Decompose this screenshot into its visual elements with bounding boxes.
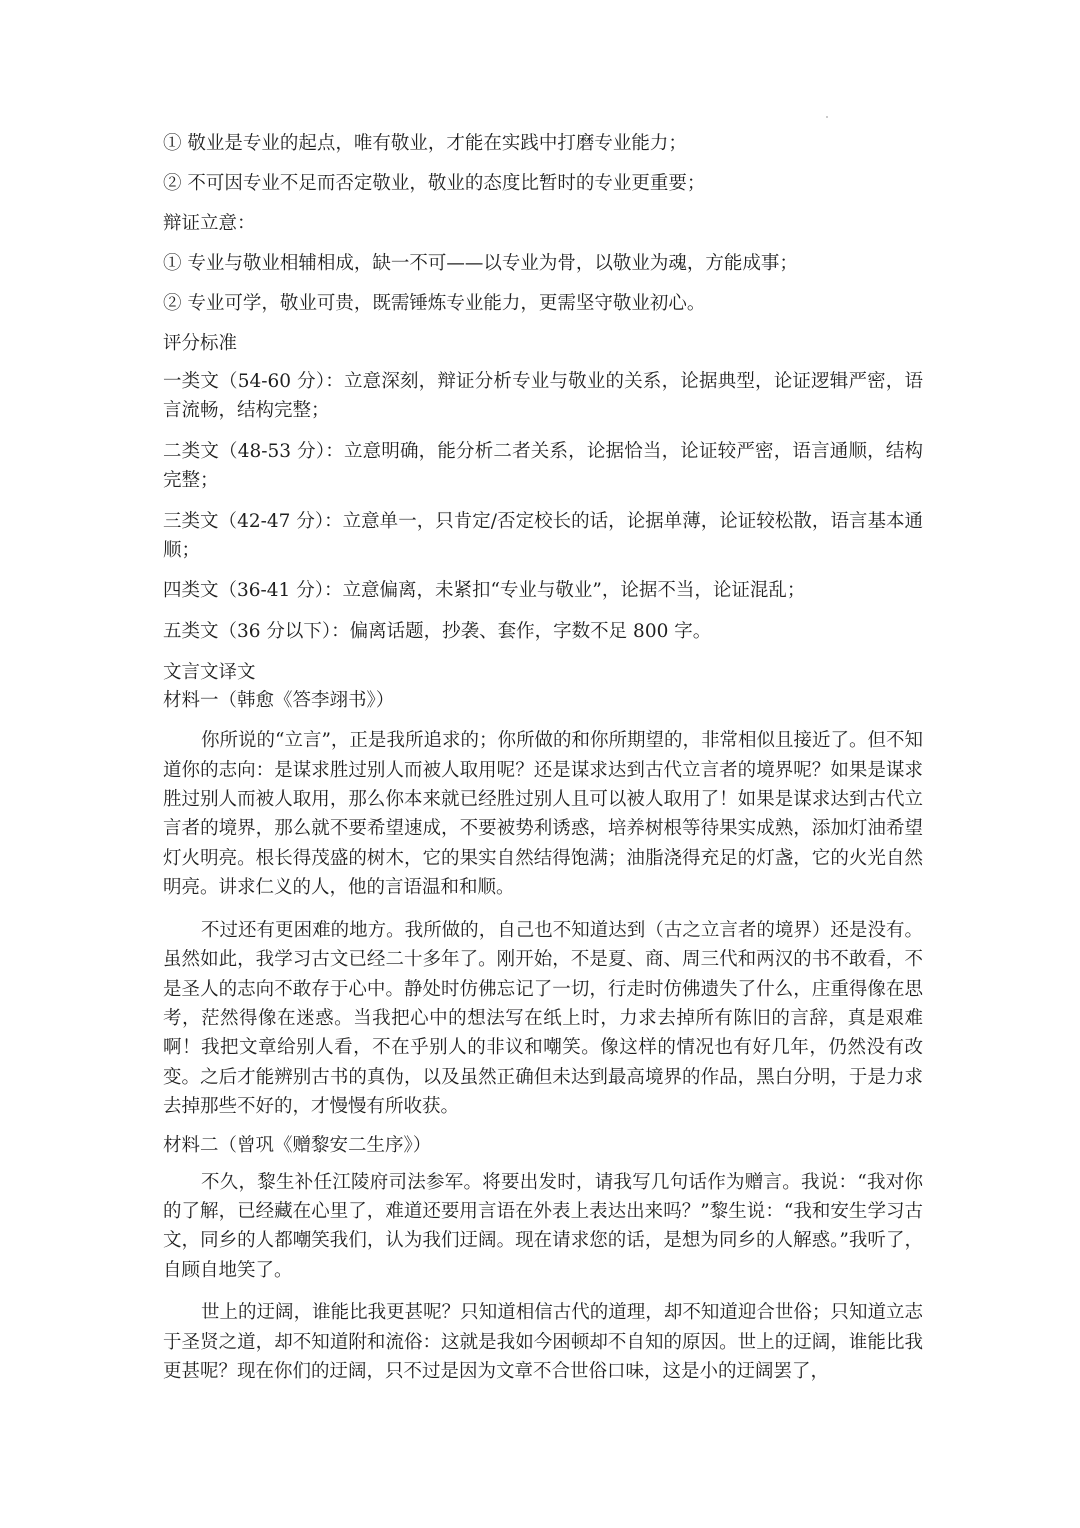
scan-speck bbox=[826, 116, 828, 118]
dialectic-heading: 辩证立意： bbox=[163, 213, 256, 234]
material2-paragraph-2: 世上的迂阔，谁能比我更甚呢？只知道相信古代的道理，却不知道迎合世俗；只知道立志于圣贤之道，却不知道附和流俗：这就是我如今困顿却不自知的原因。世上的迂阔，谁能比我更甚呢？现在你们的迂阔，只不过是因为文章不合世俗口味，这是小的迂阔罢了， bbox=[163, 1302, 923, 1382]
material2-paragraph-1: 不久，黎生补任江陵府司法参军。将要出发时，请我写几句话作为赠言。我说：“我对你的了解，已经藏在心里了，难道还要用言语在外表上表达出来吗？”黎生说：“我和安生学习古文，同乡的人都嘲笑我们，认为我们迂阔。现在请求您的话，是想为同乡的人解惑。”我听了，自顾自地笑了。 bbox=[163, 1171, 923, 1281]
scoring-item-5: 五类文（36 分以下）：偏离话题，抄袭、套作，字数不足 800 字。 bbox=[163, 620, 712, 642]
intent-line-2: ② 不可因专业不足而否定敬业，敬业的态度比暂时的专业更重要； bbox=[163, 173, 706, 194]
intent-line-1: ① 敬业是专业的起点，唯有敬业，才能在实践中打磨专业能力； bbox=[163, 133, 687, 154]
scoring-item-2: 二类文（48-53 分）：立意明确，能分析二者关系，论据恰当，论证较严密，语言通顺，结构完整； bbox=[163, 440, 923, 492]
document-page bbox=[163, 128, 923, 1386]
dialectic-item-2: ② 专业可学，敬业可贵，既需锤炼专业能力，更需坚守敬业初心。 bbox=[163, 293, 706, 314]
material1-title: 材料一（韩愈《答李翊书》） bbox=[163, 690, 395, 712]
translation-heading: 文言文译文 bbox=[163, 662, 256, 684]
material1-paragraph-1: 你所说的“立言”，正是我所追求的；你所做的和你所期望的，非常相似且接近了。但不知道你的志向：是谋求胜过别人而被人取用呢？还是谋求达到古代立言者的境界呢？如果是谋求胜过别人而被人取用，那么你本来就已经胜过别人且可以被人取用了！如果是谋求达到古代立言者的境界，那么就不要希望速成，不要被势利诱惑，培养树根等待果实成熟，添加灯油希望灯火明亮。根长得茂盛的树木，它的果实自然结得饱满；油脂浇得充足的灯盏，它的火光自然明亮。讲求仁义的人，他的言语温和和顺。 bbox=[163, 730, 923, 899]
scoring-item-4: 四类文（36-41 分）：立意偏离，未紧扣“专业与敬业”，论据不当，论证混乱； bbox=[163, 580, 806, 602]
material1-paragraph-2: 不过还有更困难的地方。我所做的，自己也不知道达到（古之立言者的境界）还是没有。虽然如此，我学习古文已经二十多年了。刚开始，不是夏、商、周三代和两汉的书不敢看，不是圣人的志向不敢存于心中。静处时仿佛忘记了一切，行走时仿佛遗失了什么，庄重得像在思考，茫然得像在迷惑。当我把心中的想法写在纸上时，力求去掉所有陈旧的言辞，真是艰难啊！我把文章给别人看，不在乎别人的非议和嘲笑。像这样的情况也有好几年，仍然没有改变。之后才能辨别古书的真伪，以及虽然正确但未达到最高境界的作品，黑白分明，于是力求去掉那些不好的，才慢慢有所收获。 bbox=[163, 919, 923, 1118]
dialectic-item-1: ① 专业与敬业相辅相成，缺一不可——以专业为骨，以敬业为魂，方能成事； bbox=[163, 253, 798, 274]
scoring-item-1: 一类文（54-60 分）：立意深刻，辩证分析专业与敬业的关系，论据典型，论证逻辑严密，语言流畅，结构完整； bbox=[163, 371, 923, 422]
scoring-item-3: 三类文（42-47 分）：立意单一，只肯定/否定校长的话，论据单薄，论证较松散，语言基本通顺； bbox=[163, 510, 923, 562]
material2-title: 材料二（曾巩《赠黎安二生序》） bbox=[163, 1134, 432, 1156]
scoring-heading: 评分标准 bbox=[163, 333, 238, 354]
